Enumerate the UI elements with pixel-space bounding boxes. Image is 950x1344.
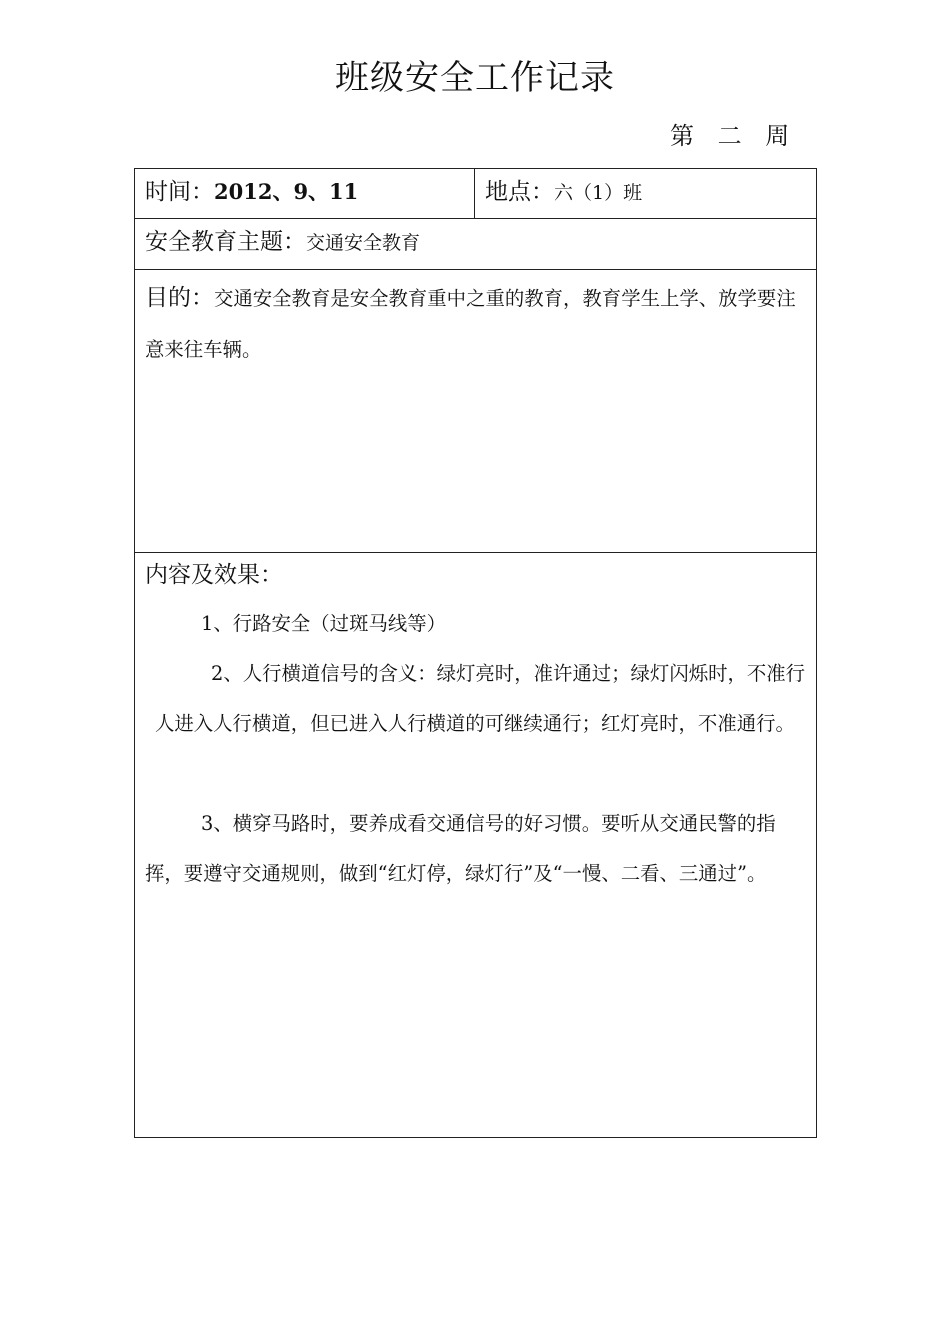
time-label: 时间： <box>145 179 214 205</box>
purpose-text: 交通安全教育是安全教育重中之重的教育，教育学生上学、放学要注意来往车辆。 <box>145 287 796 361</box>
theme-row <box>135 219 816 270</box>
time-cell <box>135 169 475 218</box>
content-item-1: 1、行路安全（过斑马线等） <box>201 612 447 635</box>
content-label: 内容及效果： <box>145 562 283 588</box>
purpose-row <box>135 270 816 553</box>
content-item-2: 2、人行横道信号的含义：绿灯亮时，准许通过；绿灯闪烁时，不准行人进入人行横道，但已进入人行横道的可继续通行；红灯亮时，不准通行。 <box>155 662 806 735</box>
place-cell <box>475 169 816 218</box>
week-label: 第 二 周 <box>670 122 798 150</box>
theme-value: 交通安全教育 <box>306 232 421 254</box>
purpose-cell <box>135 270 816 376</box>
content-item-3: 3、横穿马路时，要养成看交通信号的好习惯。要听从交通民警的指挥，要遵守交通规则，做到“红灯停，绿灯行”及“一慢、二看、三通过”。 <box>145 812 776 885</box>
theme-cell <box>135 219 816 269</box>
content-row <box>135 553 816 1137</box>
time-place-row <box>135 169 816 219</box>
theme-label: 安全教育主题： <box>145 229 306 255</box>
document-title: 班级安全工作记录 <box>335 58 615 98</box>
purpose-label: 目的： <box>145 285 214 311</box>
place-value: 六（1）班 <box>554 182 643 204</box>
safety-record-table <box>134 168 817 1138</box>
place-label: 地点： <box>485 179 554 205</box>
time-value: 2012、9、11 <box>214 179 359 204</box>
